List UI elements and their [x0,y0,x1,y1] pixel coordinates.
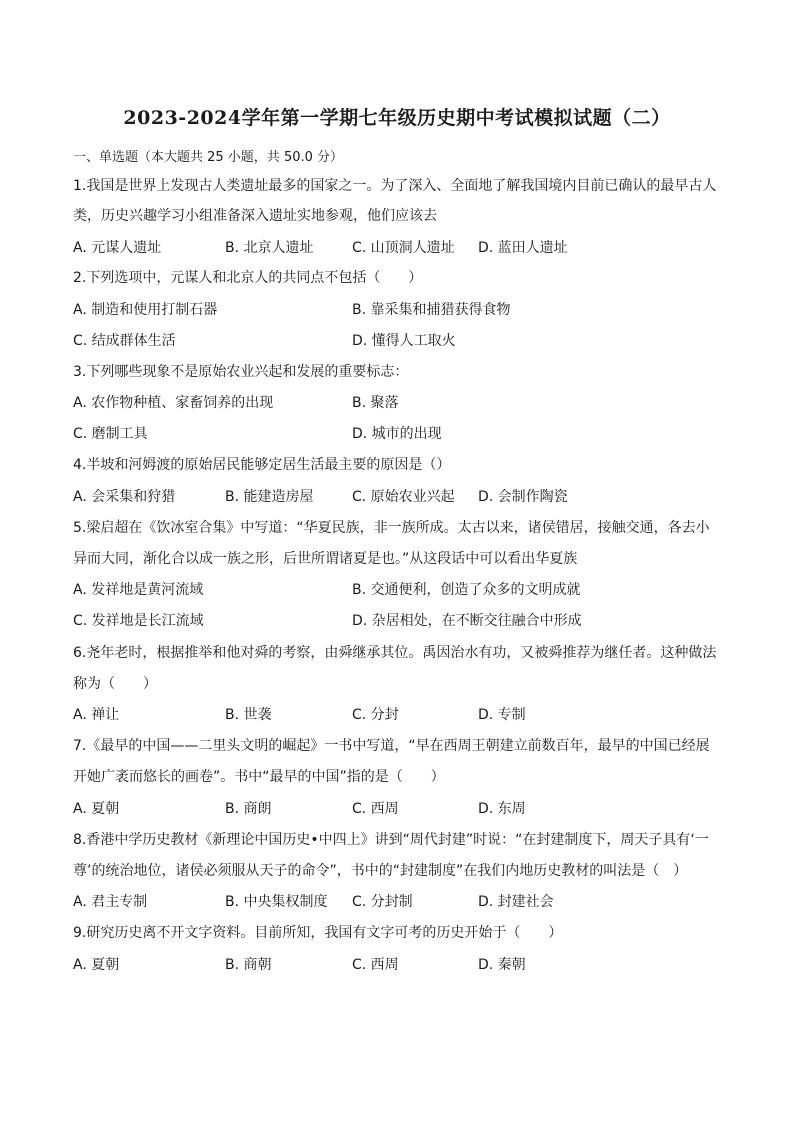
question-3-line-1: 3.下列哪些现象不是原始农业兴起和发展的重要标志： [73,364,409,380]
question-7-option-c: C. 西周 [352,801,399,817]
question-5-option-b: B. 交通便利，创造了众多的文明成就 [352,582,581,598]
question-6-line-2: 称为（ ） [73,676,157,692]
question-9-option-c: C. 西周 [352,957,399,973]
question-4-option-d: D. 会制作陶瓷 [478,489,568,505]
question-6-option-b: B. 世袭 [225,707,272,723]
question-1-option-b: B. 北京人遗址 [225,240,314,256]
question-2-option-d: D. 懂得人工取火 [352,333,456,349]
question-8-option-a: A. 君主专制 [73,894,148,910]
question-9-line-1: 9.研究历史离不开文字资料。目前所知，我国有文字可考的历史开始于（ ） [73,925,563,941]
question-6-option-c: C. 分封 [352,707,399,723]
question-8-option-d: D. 封建社会 [478,894,554,910]
question-3-option-c: C. 磨制工具 [73,426,148,442]
question-4-option-b: B. 能建造房屋 [225,489,314,505]
question-3-option-b: B. 聚落 [352,395,399,411]
question-8-line-1: 8.香港中学历史教材《新理论中国历史•中四上》讲到“周代封建”时说：“在封建制度下，周天子具有‘一 [73,832,709,848]
question-9-option-b: B. 商朝 [225,957,272,973]
question-4-option-c: C. 原始农业兴起 [352,489,455,505]
question-5-line-1: 5.梁启超在《饮冰室合集》中写道：“华夏民族，非一族所成。太古以来，诸侯错居，接触交通，各去小 [73,520,710,536]
question-7-line-2: 开她广袤而悠长的画卷”。书中“最早的中国”指的是（ ） [73,769,445,785]
question-8-option-c: C. 分封制 [352,894,413,910]
question-7-line-1: 7.《最早的中国——二里头文明的崛起》一书中写道，“早在西周王朝建立前数百年，最早的中国已经展 [73,738,710,754]
exam-title: 2023-2024学年第一学期七年级历史期中考试模拟试题（二） [123,107,671,129]
question-5-line-2: 异而大同，渐化合以成一族之形，后世所谓诸夏是也。”从这段话中可以看出华夏族 [73,551,578,567]
question-1-line-2: 类，历史兴趣学习小组准备深入遗址实地参观，他们应该去 [73,208,437,224]
question-5-option-a: A. 发祥地是黄河流域 [73,582,204,598]
question-6-option-d: D. 专制 [478,707,526,723]
question-2-option-b: B. 靠采集和捕猎获得食物 [352,302,511,318]
question-7-option-b: B. 商朗 [225,801,272,817]
question-3-option-d: D. 城市的出现 [352,426,442,442]
question-8-option-b: B. 中央集权制度 [225,894,328,910]
question-1-line-1: 1.我国是世界上发现古人类遗址最多的国家之一。为了深入、全面地了解我国境内目前已确认的最早古人 [73,178,717,194]
question-6-option-a: A. 禅让 [73,707,120,723]
question-3-option-a: A. 农作物种植、家畜饲养的出现 [73,395,274,411]
question-7-option-d: D. 东周 [478,801,526,817]
question-1-option-c: C. 山顶洞人遗址 [352,240,455,256]
question-5-option-d: D. 杂居相处，在不断交往融合中形成 [352,613,582,629]
question-2-option-a: A. 制造和使用打制石器 [73,302,218,318]
question-2-line-1: 2.下列选项中，元谋人和北京人的共同点不包括（ ） [73,270,423,286]
question-5-option-c: C. 发祥地是长江流域 [73,613,204,629]
question-1-option-d: D. 蓝田人遗址 [478,240,568,256]
section-heading: 一、单选题（本大题共 25 小题，共 50.0 分） [73,150,344,165]
question-6-line-1: 6.尧年老时，根据推举和他对舜的考察，由舜继承其位。禹因治水有功，又被舜推荐为继任者。这种做法 [73,645,717,661]
question-7-option-a: A. 夏朝 [73,801,120,817]
question-4-option-a: A. 会采集和狩猎 [73,489,176,505]
question-1-option-a: A. 元谋人遗址 [73,240,162,256]
question-4-line-1: 4.半坡和河姆渡的原始居民能够定居生活最主要的原因是（） [73,457,451,473]
question-8-line-2: 尊’的统治地位，诸侯必须服从天子的命令”，书中的“封建制度”在我们内地历史教材的叫法是（ ） [73,863,688,879]
question-2-option-c: C. 结成群体生活 [73,333,176,349]
question-9-option-d: D. 秦朝 [478,957,526,973]
question-9-option-a: A. 夏朝 [73,957,120,973]
